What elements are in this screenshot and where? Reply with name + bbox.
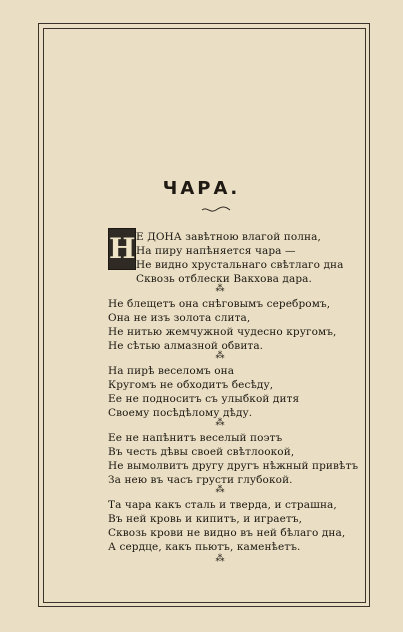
stanza-separator: ⁂ [215, 554, 225, 564]
drop-cap-letter: Н [109, 232, 136, 265]
poem-line: На пирѣ веселомъ она [108, 365, 235, 377]
poem-line: Не сѣтью алмазной обвита. [108, 340, 264, 352]
poem-line: Е ДОНА завѣтною влагой полна, [136, 231, 321, 243]
poem-line: Въ честь дѣвы своей свѣтлоокой, [108, 446, 295, 458]
poem-line: Въ ней кровь и кипитъ, и играетъ, [108, 513, 303, 525]
poem-title: ЧАРА. [162, 178, 241, 199]
title-ornament [201, 206, 231, 214]
poem-line: Кругомъ не обходитъ бесѣду, [108, 379, 274, 391]
poem-line: Своему посѣдѣлому дѣду. [108, 407, 253, 419]
poem-line: Ее не напѣнитъ веселый поэтъ [108, 432, 283, 444]
stanza-separator: ⁂ [215, 485, 225, 495]
poem-line: На пиру напѣняется чара — [136, 245, 296, 257]
poem-line: Не блещетъ она снѣговымъ серебромъ, [108, 298, 331, 310]
poem-line: Не видно хрустальнаго свѣтлаго дна [136, 259, 344, 271]
drop-cap [108, 228, 136, 270]
poem-line: Не вымолвитъ другу другъ нѣжный привѣтъ [108, 460, 359, 472]
poem-line: Ее не подноситъ съ улыбкой дитя [108, 393, 300, 405]
poem-line: За нею въ часъ грусти глубокой. [108, 474, 293, 486]
poem-line: А сердце, какъ пьютъ, каменѣетъ. [108, 541, 301, 553]
poem-line: Сквозь отблески Вакхова дара. [136, 273, 312, 285]
poem-line: Она не изъ золота слита, [108, 312, 251, 324]
poem-line: Та чара какъ сталь и тверда, и страшна, [108, 499, 337, 511]
poem-line: Сквозь крови не видно въ ней бѣлаго дна, [108, 527, 346, 539]
poem-line: Не нитью жемчужной чудесно кругомъ, [108, 326, 337, 338]
stanza-separator: ⁂ [215, 284, 225, 294]
stanza-separator: ⁂ [215, 351, 225, 361]
stanza-separator: ⁂ [215, 418, 225, 428]
